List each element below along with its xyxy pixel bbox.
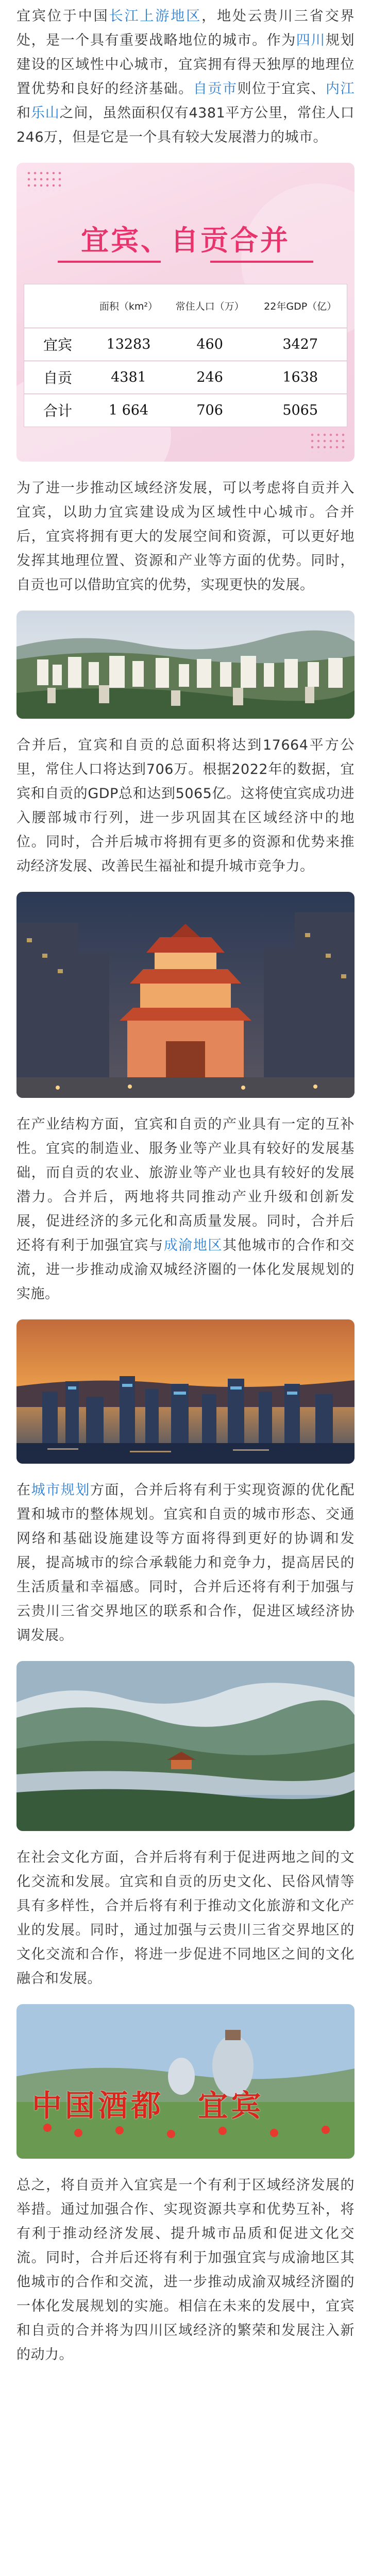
tower-night-illustration	[16, 892, 355, 1098]
table-cell: 5065	[282, 402, 318, 418]
skyline-sunset-illustration	[16, 1319, 355, 1464]
link-sichuan[interactable]: 四川	[296, 32, 326, 48]
photo-liquor-capital-sign	[16, 2004, 355, 2159]
paragraph-conclusion: 总之，将自贡并入宜宾是一个有利于区域经济发展的举措。通过加强合作、实现资源共享和优势互补，将有利于推动经济发展、提升城市品质和促进文化交流。同时，合并后还将有利于加强宜宾与成渝地区其他城市的合作和交流，进一步推动成渝双城经济圈的一体化发展规划的实施。相信在未来的发展中，宜宾和自贡的合并将为四川区域经济的繁荣和发展注入新的动力。	[16, 2177, 355, 2363]
photo-city-aerial	[16, 611, 355, 719]
title-underline	[210, 261, 313, 263]
mountain-landscape-illustration	[16, 1661, 355, 1831]
table-cell: 宜宾	[24, 328, 91, 361]
merger-table	[24, 284, 347, 427]
table-header-cell: 面积（km²）	[91, 284, 166, 328]
photo-skyline-sunset	[16, 1319, 355, 1464]
text-span: 方面，合并后将有利于实现资源的优化配置和城市的整体规划。宜宾和自贡的城市形态、交通网络和基础设施建设等方面将得到更好的协调和发展，提高城市的综合承载能力和竞争力，提高居民的生活质量和幸福感。同时，合并后还将有利于加强与云贵川三省交界地区的联系和合作，促进区域经济协调发展。	[16, 1482, 355, 1643]
text-span: 其他城市的合作和交流，进一步推动成渝双城经济圈的一体化发展规划的实施。	[16, 1238, 355, 1302]
card-title: 宜宾、自贡合并	[81, 224, 290, 257]
link-zigong[interactable]: 自贡市	[193, 81, 238, 97]
table-cell: 自贡	[24, 361, 91, 394]
photo-drum-tower-night	[16, 892, 355, 1098]
sign-text-yibin: 宜宾	[198, 2088, 264, 2123]
text-span: ，地处云贵川三省交界处，是一个具有重要战略地位的城市。作为	[16, 8, 355, 48]
photo-mountain-landscape	[16, 1661, 355, 1831]
table-cell: 706	[196, 402, 223, 418]
table-cell: 4381	[91, 361, 166, 394]
text-span: 在产业结构方面，宜宾和自贡的产业具有一定的互补性。宜宾的制造业、服务业等产业具有较好的发展基础，而自贡的农业、旅游业等产业也具有较好的发展潜力。合并后，两地将共同推动产业升级和创新发展，促进经济的多元化和高质量发展。同时，合并后还将有利于加强宜宾与	[16, 1116, 355, 1253]
paragraph-merger-proposal: 为了进一步推动区域经济发展，可以考虑将自贡并入宜宾，以助力宜宾建设成为区域性中心城市。合并后，宜宾将拥有更大的发展空间和资源，可以更好地发挥其地理位置、资源和产业等方面的优势。同时，自贡也可以借助宜宾的优势，实现更快的发展。	[16, 480, 355, 593]
decorative-dots	[309, 432, 345, 452]
link-changjiang-upstream[interactable]: 长江上游地区	[109, 8, 202, 24]
table-cell: 13283	[91, 328, 166, 361]
table-header-cell	[24, 284, 91, 328]
paragraph-culture: 在社会文化方面，合并后将有利于促进两地之间的文化交流和发展。宜宾和自贡的历史文化、民俗风情等具有多样性，合并后将有利于推动文化旅游和文化产业的发展。同时，通过加强与云贵川三省交界地区的文化交流和合作，将进一步促进不同地区之间的文化融合和发展。	[16, 1850, 355, 1987]
table-cell: 合计	[43, 402, 72, 420]
table-row	[24, 361, 347, 394]
text-span: 在	[16, 1482, 31, 1498]
table-cell: 460	[166, 328, 254, 361]
table-row	[24, 328, 347, 361]
link-urban-planning[interactable]: 城市规划	[31, 1482, 90, 1498]
text-span: 规划建设的区域性中心城市，宜宾拥有得天独厚的地理位置优势和良好的经济基础。	[16, 32, 355, 97]
table-header-row	[24, 284, 347, 328]
paragraph-urban-planning	[16, 1478, 355, 1648]
paragraph-industry	[16, 1112, 355, 1306]
merger-data-card	[16, 163, 355, 462]
table-row	[24, 394, 347, 427]
title-underline	[58, 261, 161, 263]
table-header-cell: 22年GDP（亿）	[254, 284, 347, 328]
decorative-dots	[26, 170, 62, 191]
table-cell: 3427	[254, 328, 347, 361]
link-leshan[interactable]: 乐山	[30, 105, 60, 121]
text-span: 之间，虽然面积仅有4381平方公里，常住人口246万，但是它是一个具有较大发展潜力的城市。	[16, 105, 355, 145]
sign-text-liquor-capital: 中国酒都	[32, 2088, 164, 2123]
table-cell: 246	[166, 361, 254, 394]
data-table-wrapper	[24, 284, 347, 427]
city-aerial-illustration	[16, 611, 355, 719]
table-cell: 1638	[254, 361, 347, 394]
link-neijiang[interactable]: 内江	[325, 81, 355, 97]
paragraph-merged-statistics: 合并后，宜宾和自贡的总面积将达到17664平方公里，常住人口将达到706万。根据2022年的数据，宜宾和自贡的GDP总和达到5065亿。这将使宜宾成功进入腰部城市行列，进一步巩固其在区域经济中的地位。同时，合并后城市将拥有更多的资源和优势来推动经济发展、改善民生福祉和提升城市竞争力。	[16, 737, 355, 874]
text-span: 则位于宜宾、	[237, 81, 326, 97]
paragraph-intro	[16, 4, 355, 149]
table-header-cell: 常住人口（万）	[166, 284, 254, 328]
text-span: 宜宾位于中国	[16, 8, 109, 24]
sign-text-wrapper	[32, 2081, 264, 2125]
link-chengyu-region[interactable]: 成渝地区	[163, 1238, 223, 1253]
text-span: 和	[16, 105, 31, 121]
table-cell: 1 664	[108, 402, 149, 418]
